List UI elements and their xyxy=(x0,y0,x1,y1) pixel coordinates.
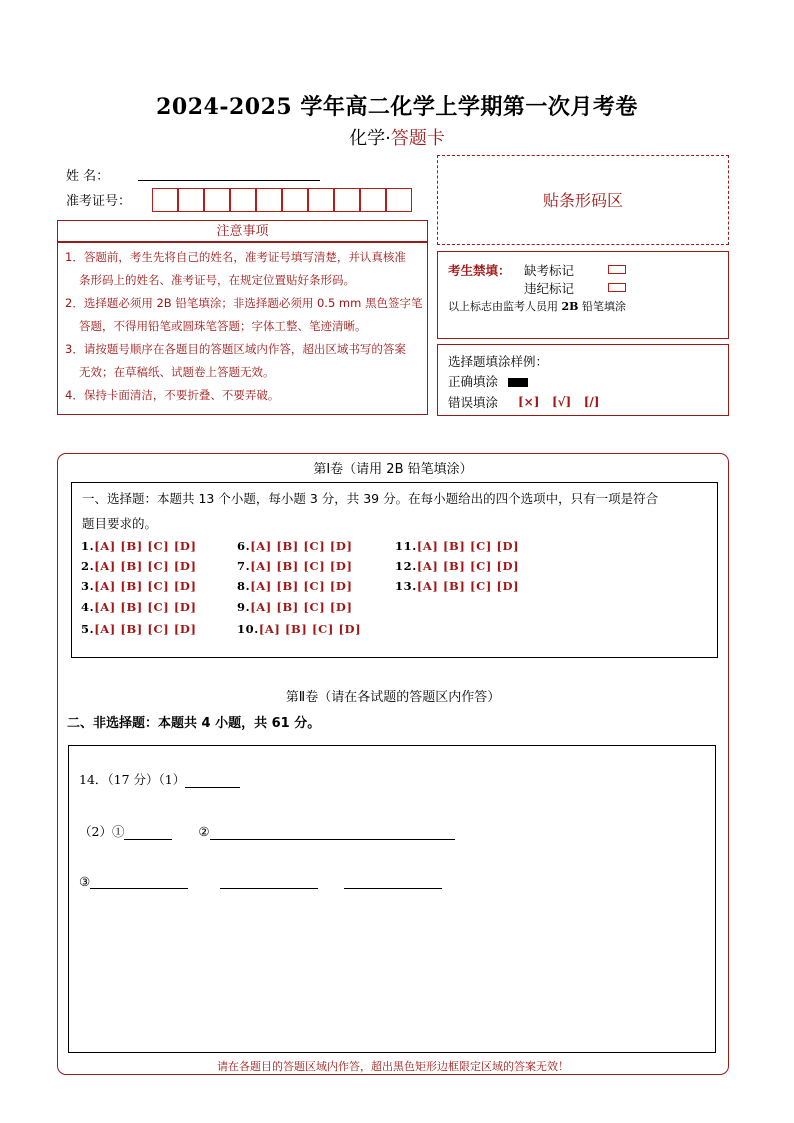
forbidden-note-bold: 2B xyxy=(561,300,579,313)
id-digit-box[interactable] xyxy=(386,188,412,212)
q14-3c-blank[interactable] xyxy=(344,874,442,889)
question-3[interactable]: 3.[A] [B] [C] [D] xyxy=(81,579,197,593)
notice-item: 条形码上的姓名、准考证号，在规定位置贴好条形码。 xyxy=(79,273,355,287)
id-digit-box[interactable] xyxy=(360,188,386,212)
forbidden-note xyxy=(448,298,626,314)
q14-2a-blank[interactable] xyxy=(124,825,172,840)
notice-item: 无效；在草稿纸、试题卷上答题无效。 xyxy=(79,365,275,379)
name-field[interactable] xyxy=(138,180,320,181)
barcode-label: 贴条形码区 xyxy=(542,191,623,210)
choice-instruction-1: 一、选择题：本题共 13 个小题，每小题 3 分，共 39 分。在每小题给出的四个选项中，只有一项是符合 xyxy=(82,491,659,506)
subtitle-subject: 化学· xyxy=(349,128,391,149)
q14-part1 xyxy=(79,770,240,788)
q14-part2 xyxy=(79,822,455,840)
id-digit-box[interactable] xyxy=(152,188,178,212)
q14-3-label: ③ xyxy=(79,874,91,889)
q14-2-label: （2）① xyxy=(79,824,125,839)
correct-fill-sample xyxy=(508,378,528,387)
forbidden-note-post: 铅笔填涂 xyxy=(578,300,626,313)
name-label: 姓 名： xyxy=(66,169,110,184)
id-digit-box[interactable] xyxy=(230,188,256,212)
q14-3b-blank[interactable] xyxy=(220,874,318,889)
footer-warning: 请在各题目的答题区域内作答，超出黑色矩形边框限定区域的答案无效！ xyxy=(217,1060,569,1073)
question-9[interactable]: 9.[A] [B] [C] [D] xyxy=(237,600,353,614)
violation-mark-box[interactable] xyxy=(608,283,626,292)
notice-item: 1．答题前，考生先将自己的姓名，准考证号填写清楚，并认真核准 xyxy=(65,250,406,264)
question-2[interactable]: 2.[A] [B] [C] [D] xyxy=(81,559,197,573)
section2-heading: 二、非选择题：本题共 4 小题，共 61 分。 xyxy=(67,716,321,731)
id-label: 准考证号： xyxy=(66,194,132,209)
forbidden-label: 考生禁填： xyxy=(448,263,511,278)
q14-3a-blank[interactable] xyxy=(90,874,188,889)
section2-title: 第Ⅱ卷（请在各试题的答题区内作答） xyxy=(285,690,501,705)
barcode-area xyxy=(437,155,729,245)
notice-title: 注意事项 xyxy=(216,224,269,239)
q14-2b-label: ② xyxy=(198,824,210,839)
id-digit-box[interactable] xyxy=(308,188,334,212)
absent-mark-box[interactable] xyxy=(608,265,626,274)
notice-item: 答题，不得用铅笔或圆珠笔答题；字体工整、笔迹清晰。 xyxy=(79,319,367,333)
notice-item: 3．请按题号顺序在各题目的答题区域内作答，超出区域书写的答案 xyxy=(65,342,406,356)
question-6[interactable]: 6.[A] [B] [C] [D] xyxy=(237,539,353,553)
id-digit-box[interactable] xyxy=(178,188,204,212)
notice-item: 4．保持卡面清洁，不要折叠、不要弄破。 xyxy=(65,388,280,402)
notice-box xyxy=(57,242,428,415)
notice-item: 2．选择题必须用 2B 铅笔填涂；非选择题必须用 0.5 mm 黑色签字笔 xyxy=(65,296,423,310)
violation-label: 违纪标记 xyxy=(524,281,575,296)
forbidden-box xyxy=(437,251,729,339)
fill-example-box xyxy=(437,344,729,416)
page-subtitle xyxy=(0,124,794,150)
choice-section-box xyxy=(71,482,718,658)
page-title: 2024-2025 学年高二化学上学期第一次月考卷 xyxy=(156,94,638,120)
wrong-fill-label: 错误填涂 xyxy=(448,395,499,410)
fill-example-title: 选择题填涂样例： xyxy=(448,354,549,369)
id-digit-box[interactable] xyxy=(256,188,282,212)
wrong-fill-samples: [×] [√] [/] xyxy=(518,395,600,409)
question-7[interactable]: 7.[A] [B] [C] [D] xyxy=(237,559,353,573)
q14-2b-blank[interactable] xyxy=(210,825,455,840)
q14-answer-box xyxy=(68,745,716,1053)
section1-title: 第Ⅰ卷（请用 2B 铅笔填涂） xyxy=(313,462,473,477)
notice-header xyxy=(57,220,428,242)
forbidden-note-pre: 以上标志由监考人员用 xyxy=(448,300,562,313)
absent-label: 缺考标记 xyxy=(524,263,575,278)
id-number-boxes[interactable] xyxy=(152,188,416,212)
correct-fill-label: 正确填涂 xyxy=(448,374,499,389)
q14-1-blank[interactable] xyxy=(185,773,240,788)
id-digit-box[interactable] xyxy=(282,188,308,212)
question-1[interactable]: 1.[A] [B] [C] [D] xyxy=(81,539,197,553)
id-digit-box[interactable] xyxy=(204,188,230,212)
question-10[interactable]: 10.[A] [B] [C] [D] xyxy=(237,622,362,636)
subtitle-answer-card: 答题卡 xyxy=(390,128,445,149)
question-5[interactable]: 5.[A] [B] [C] [D] xyxy=(81,622,197,636)
q14-part3 xyxy=(79,874,442,889)
question-8[interactable]: 8.[A] [B] [C] [D] xyxy=(237,579,353,593)
question-11[interactable]: 11.[A] [B] [C] [D] xyxy=(395,539,520,553)
choice-instruction-2: 题目要求的。 xyxy=(82,516,158,531)
q14-label: 14．（17 分）（1） xyxy=(79,772,186,787)
question-4[interactable]: 4.[A] [B] [C] [D] xyxy=(81,600,197,614)
question-13[interactable]: 13.[A] [B] [C] [D] xyxy=(395,579,520,593)
id-digit-box[interactable] xyxy=(334,188,360,212)
question-12[interactable]: 12.[A] [B] [C] [D] xyxy=(395,559,520,573)
